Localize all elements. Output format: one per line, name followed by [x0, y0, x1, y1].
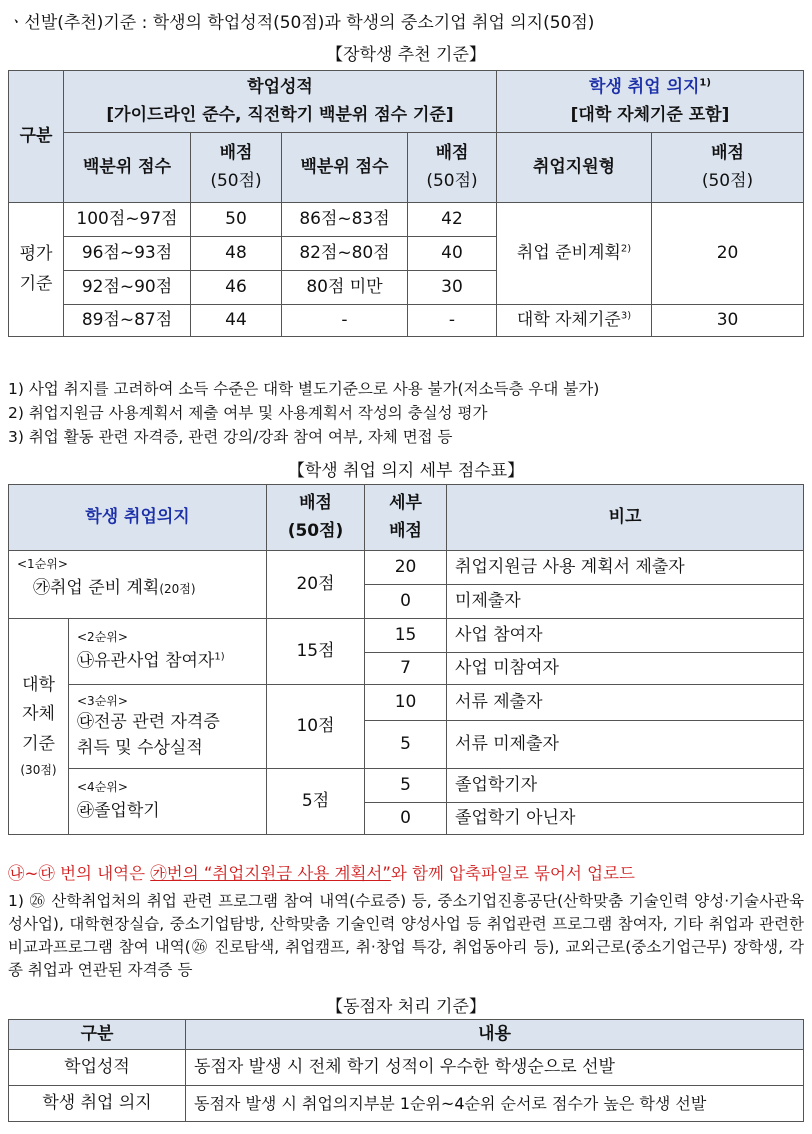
- tiebreak-content: 동점자 발생 시 전체 학기 성적이 우수한 학생순으로 선발: [186, 1050, 804, 1086]
- header-gubun: 구분: [9, 1020, 186, 1050]
- table3-title: 【동점자 처리 기준】: [326, 997, 486, 1017]
- row-label-eval: [9, 203, 64, 337]
- header-score-2: [408, 133, 497, 203]
- type-job-prep: [497, 203, 652, 305]
- percentile-cell: 96점~93점: [64, 237, 191, 271]
- rank1-score: 20점: [267, 551, 365, 619]
- percentile-cell: 92점~90점: [64, 271, 191, 305]
- upload-note-c: 와 함께 압축파일로 묶어서 업로드: [390, 864, 636, 883]
- detail-sub: 배점: [389, 520, 422, 541]
- score-cell: 30: [408, 271, 497, 305]
- percentile-cell: 80점 미만: [282, 271, 408, 305]
- will-sup: 1): [699, 77, 711, 89]
- score-label: 배점: [299, 493, 332, 514]
- tiebreak-label: 학생 취업 의지: [9, 1086, 186, 1122]
- tiebreak-content: 동점자 발생 시 취업의지부분 1순위~4순위 순서로 점수가 높은 학생 선발: [186, 1086, 804, 1122]
- score-cell: 46: [191, 271, 282, 305]
- rank1-cell: [9, 551, 267, 619]
- score-sub: (50점): [287, 520, 344, 541]
- score-cell: -: [408, 305, 497, 337]
- score-cell: 50: [191, 203, 282, 237]
- academic-subtitle: [가이드라인 준수, 직전학기 백분위 점수 기준]: [106, 104, 454, 125]
- row-label-1: 평가: [19, 244, 53, 265]
- group-line-2: 자체: [22, 704, 55, 725]
- percentile-cell: 100점~97점: [64, 203, 191, 237]
- score-sub: (50점): [426, 170, 478, 191]
- rank4-cell: [69, 769, 267, 835]
- type2-sup: 3): [620, 310, 632, 322]
- header-score-3: [652, 133, 804, 203]
- rank2-name: [77, 651, 264, 672]
- score-label: 배점: [219, 143, 253, 164]
- detail-score: 5: [365, 769, 447, 803]
- remark-cell: 졸업학기자: [447, 769, 804, 803]
- detail-score: 15: [365, 619, 447, 653]
- detail-score: 5: [365, 721, 447, 769]
- rank1-sub: (20점): [159, 582, 196, 596]
- detail-score: 0: [365, 585, 447, 619]
- detail-score: 7: [365, 653, 447, 685]
- rank4-label: <4순위>: [77, 780, 128, 795]
- type2-score: 30: [652, 305, 804, 337]
- remark-cell: 서류 제출자: [447, 685, 804, 721]
- remark-cell: 미제출자: [447, 585, 804, 619]
- rank3-label: <3순위>: [77, 694, 128, 708]
- rank2-title: ㉯유관사업 참여자: [77, 651, 215, 672]
- rank2-sup: 1): [214, 651, 225, 663]
- table1-title: 【장학생 추천 기준】: [326, 45, 486, 65]
- scholarship-criteria-table: [8, 70, 804, 337]
- percentile-cell: -: [282, 305, 408, 337]
- type1-label: 취업 준비계획: [516, 242, 621, 263]
- rank1-name: [17, 578, 264, 599]
- rank3-cell: [69, 685, 267, 769]
- will-title: 학생 취업 의지: [589, 77, 700, 98]
- type1-sup: 2): [620, 243, 632, 255]
- remark-cell: 취업지원금 사용 계획서 제출자: [447, 551, 804, 585]
- type2-label: 대학 자체기준: [516, 309, 621, 330]
- header-will: [497, 71, 804, 133]
- group-line-4: (30점): [20, 762, 57, 777]
- intro-text: ㆍ선발(추천)기준 : 학생의 학업성적(50점)과 학생의 중소기업 취업 의지(50점): [8, 13, 595, 33]
- rank1-title: ㉮취업 준비 계획: [33, 578, 160, 598]
- note-2: 2) 취업지원금 사용계획서 제출 여부 및 사용계획서 작성의 충실성 평가: [8, 404, 488, 422]
- type-univ-criteria: [497, 305, 652, 337]
- detail-score: 10: [365, 685, 447, 721]
- header-type: 취업지원형: [497, 133, 652, 203]
- header-score-1: [191, 133, 282, 203]
- rank3-name-1: ㉰전공 관련 자격증: [77, 712, 220, 732]
- header-academic: [64, 71, 497, 133]
- header-percentile-1: 백분위 점수: [64, 133, 191, 203]
- footnote-paragraph: 1) ㉖ 산학취업처의 취업 관련 프로그램 참여 내역(수료증) 등, 중소기업진흥공단(산학맞춤 기술인력 양성·기술사관육성사업), 대학현장실습, 중소기업탐방, 산학맞춤 기술인력 양성사업 등 취업관련 프로그램 참여자, 기타 취업과 관련한 비교과프로그램 참여 내역(㉖ 진로탐색, 취업캠프, 취·창업 특강, 취업동아리 등), 교외근로(중소기업근무) 장학생, 각종 취업과 연관된 자격증 등: [8, 892, 804, 979]
- header-percentile-2: 백분위 점수: [282, 133, 408, 203]
- academic-title: 학업성적: [247, 77, 313, 98]
- score-cell: 40: [408, 237, 497, 271]
- header-score: [267, 485, 365, 551]
- detail-label: 세부: [389, 493, 422, 514]
- note-1: 1) 사업 취지를 고려하여 소득 수준은 대학 별도기준으로 사용 불가(저소득층 우대 불가): [8, 380, 600, 398]
- upload-note-a: ㉯~㉰ 번의 내역은: [8, 864, 151, 883]
- will-detail-table: [8, 484, 804, 835]
- rank2-cell: [69, 619, 267, 685]
- detail-score: 0: [365, 803, 447, 835]
- header-remark: 비고: [447, 485, 804, 551]
- score-cell: 44: [191, 305, 282, 337]
- header-will: 학생 취업의지: [9, 485, 267, 551]
- score-cell: 42: [408, 203, 497, 237]
- detail-score: 20: [365, 551, 447, 585]
- type1-score: 20: [652, 203, 804, 305]
- upload-note-b: ㉮번의 “취업지원금 사용 계획서”: [150, 864, 391, 883]
- remark-cell: 서류 미제출자: [447, 721, 804, 769]
- remark-cell: 졸업학기 아닌자: [447, 803, 804, 835]
- group-line-3: 기준: [22, 733, 55, 754]
- group-univ-criteria: [9, 619, 69, 835]
- will-subtitle: [대학 자체기준 포함]: [570, 104, 730, 125]
- remark-cell: 사업 참여자: [447, 619, 804, 653]
- tiebreak-label: 학업성적: [9, 1050, 186, 1086]
- percentile-cell: 86점~83점: [282, 203, 408, 237]
- rank4-score: 5점: [267, 769, 365, 835]
- score-sub: (50점): [210, 170, 262, 191]
- table2-title: 【학생 취업 의지 세부 점수표】: [287, 461, 525, 481]
- header-gubun: 구분: [9, 71, 64, 203]
- header-detail: [365, 485, 447, 551]
- note-3: 3) 취업 활동 관련 자격증, 관련 강의/강좌 참여 여부, 자체 면접 등: [8, 428, 453, 446]
- score-label: 배점: [711, 143, 744, 164]
- row-label-2: 기준: [19, 273, 53, 294]
- rank1-label: <1순위>: [17, 557, 68, 571]
- score-label: 배점: [435, 143, 469, 164]
- rank3-name-2: 취득 및 수상실적: [77, 737, 203, 758]
- percentile-cell: 82점~80점: [282, 237, 408, 271]
- tiebreak-table: [8, 1019, 804, 1122]
- score-sub: (50점): [701, 170, 754, 191]
- remark-cell: 사업 미참여자: [447, 653, 804, 685]
- score-cell: 48: [191, 237, 282, 271]
- header-content: 내용: [186, 1020, 804, 1050]
- rank4-name: ㉱졸업학기: [77, 801, 160, 822]
- rank2-label: <2순위>: [77, 630, 128, 645]
- upload-note: [8, 860, 635, 884]
- rank2-score: 15점: [267, 619, 365, 685]
- percentile-cell: 89점~87점: [64, 305, 191, 337]
- rank3-score: 10점: [267, 685, 365, 769]
- group-line-1: 대학: [22, 675, 55, 696]
